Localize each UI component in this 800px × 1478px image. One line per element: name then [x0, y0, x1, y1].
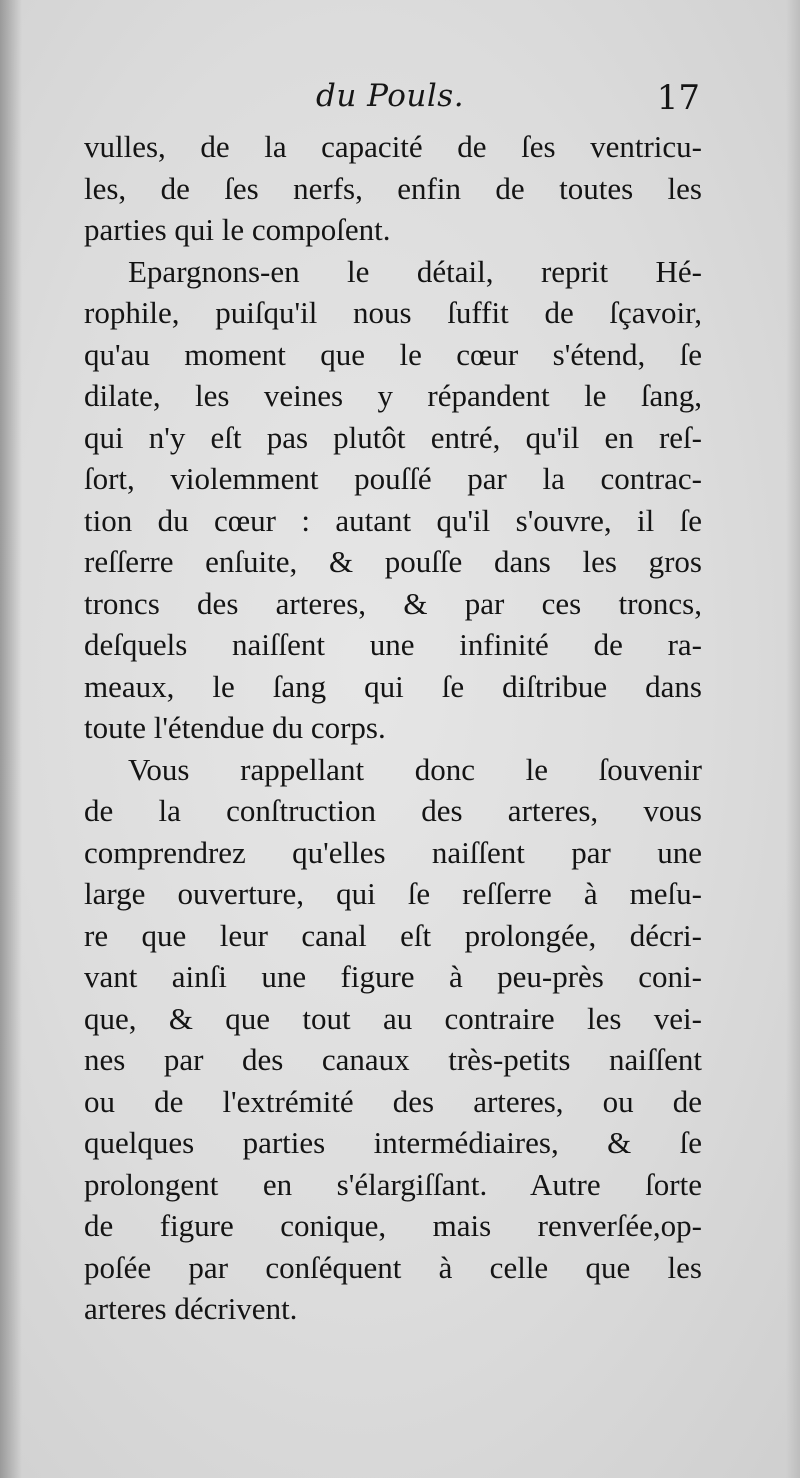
text-line: reſſerre enſuite, & pouſſe dans les gros	[84, 544, 702, 579]
text-line: parties qui le compoſent.	[84, 212, 391, 247]
text-line: vulles, de la capacité de ſes ventricu-	[84, 129, 702, 164]
text-line: que, & que tout au contraire les vei-	[84, 1000, 702, 1036]
page-number: 17	[656, 78, 700, 118]
text-line: rophile, puiſqu'il nous ſuffit de ſçavoir,	[84, 295, 702, 330]
text-line: qui n'y eſt pas plutôt entré, qu'il en reſ-	[84, 419, 702, 455]
body-text	[84, 126, 702, 1330]
text-line: de figure conique, mais renverſée,op-	[84, 1208, 702, 1243]
text-line: tion du cœur : autant qu'il s'ouvre, il ſe	[84, 502, 702, 538]
text-line: Vous rappellant donc le ſouvenir	[128, 751, 702, 787]
text-line: Epargnons-en le détail, reprit Hé-	[128, 253, 702, 289]
running-head-title: du Pouls.	[316, 78, 465, 114]
text-line: les, de ſes nerfs, enfin de toutes les	[84, 170, 702, 206]
text-line: comprendrez qu'elles naiſſent par une	[84, 834, 702, 870]
text-line: troncs des arteres, & par ces troncs,	[84, 585, 702, 621]
text-line: arteres décrivent.	[84, 1291, 298, 1326]
text-line: prolongent en s'élargiſſant. Autre ſorte	[84, 1166, 702, 1202]
text-line: nes par des canaux très-petits naiſſent	[84, 1042, 702, 1077]
text-line: de la conſtruction des arteres, vous	[84, 793, 702, 828]
text-line: poſée par conſéquent à celle que les	[84, 1249, 702, 1285]
text-line: meaux, le ſang qui ſe diſtribue dans	[84, 668, 702, 704]
text-line: large ouverture, qui ſe reſſerre à meſu-	[84, 876, 702, 911]
text-line: toute l'étendue du corps.	[84, 710, 386, 745]
text-line: dilate, les veines y répandent le ſang,	[84, 378, 702, 413]
page-edge-shadow	[0, 0, 22, 1478]
text-line: qu'au moment que le cœur s'étend, ſe	[84, 336, 702, 372]
text-line: ſort, violemment pouſſé par la contrac-	[84, 461, 702, 496]
text-line: deſquels naiſſent une infinité de ra-	[84, 627, 702, 662]
text-line: vant ainſi une figure à peu-près coni-	[84, 959, 702, 994]
text-line: ou de l'extrémité des arteres, ou de	[84, 1083, 702, 1119]
text-line: re que leur canal eſt prolongée, décri-	[84, 917, 702, 953]
running-head	[84, 78, 700, 128]
text-line: quelques parties intermédiaires, & ſe	[84, 1125, 702, 1160]
page-edge-shadow-right	[786, 0, 800, 1478]
